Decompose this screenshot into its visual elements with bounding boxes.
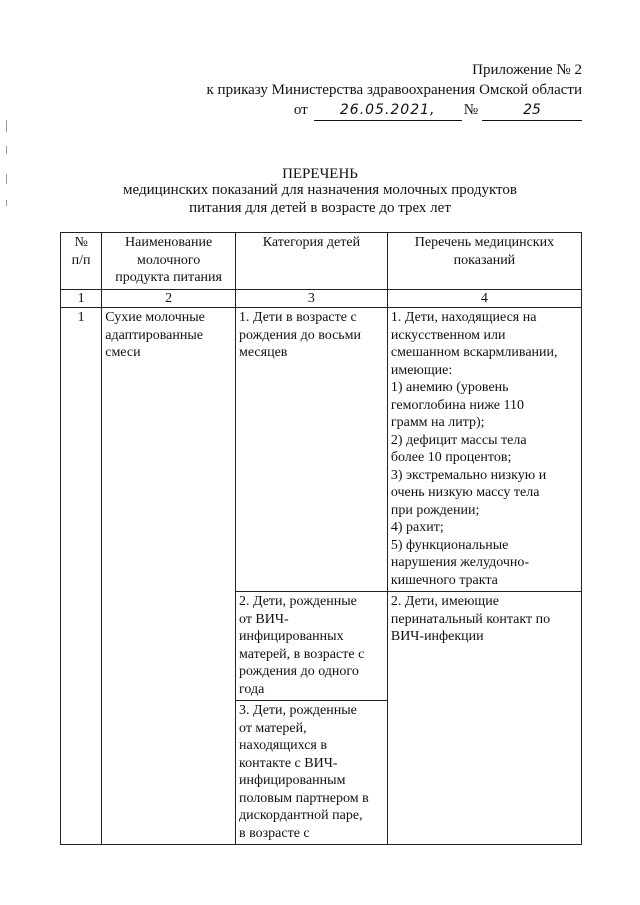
product-cell: Сухие молочные адаптированные смеси [102, 308, 236, 845]
category-cell-2: 2. Дети, рожденные от ВИЧ- инфицированных матерей, в возрасте с рождения до одного года [236, 592, 388, 701]
indication-cell-2: 2. Дети, имеющие перинатальный контакт по ВИЧ-инфекции [387, 592, 581, 845]
header-category: Категория детей [236, 233, 388, 290]
document-subheading-line1: медицинских показаний для назначения молочных продуктов [123, 182, 517, 198]
document-heading: ПЕРЕЧЕНЬ [282, 166, 358, 182]
appendix-order-reference: к приказу Министерства здравоохранения Омской области [206, 82, 582, 98]
appendix-date-line [207, 100, 583, 121]
row-number-cell: 1 [61, 308, 102, 845]
document-subheading-line2: питания для детей в возрасте до трех лет [189, 200, 451, 216]
column-number: 1 [61, 289, 102, 308]
order-number: 25 [482, 100, 582, 121]
table-row [61, 308, 582, 592]
header-number: № п/п [61, 233, 102, 290]
category-cell-1: 1. Дети в возрасте с рождения до восьми месяцев [236, 308, 388, 592]
column-number: 4 [387, 289, 581, 308]
table-header-row [61, 233, 582, 290]
column-number: 2 [102, 289, 236, 308]
column-number: 3 [236, 289, 388, 308]
header-indications: Перечень медицинских показаний [387, 233, 581, 290]
appendix-header [207, 60, 583, 121]
category-cell-3: 3. Дети, рожденные от матерей, находящихся в контакте с ВИЧ- инфицированным половым партнером в дискордантной паре, в возрасте с [236, 701, 388, 845]
header-product: Наименование молочного продукта питания [102, 233, 236, 290]
indication-cell-1: 1. Дети, находящиеся на искусственном или смешанном вскармливании, имеющие: 1) анемию (уровень гемоглобина ниже 110 грамм на литр); 2) дефицит массы тела более 10 процентов; 3) экстремально низкую и очень низкую массу тела при рождении; 4) рахит; 5) функциональные нарушения желудочно- кишечного тракта [387, 308, 581, 592]
appendix-number: Приложение № 2 [472, 62, 582, 78]
number-label: № [463, 102, 478, 118]
column-number-row [61, 289, 582, 308]
order-date: 26.05.2021, [314, 100, 462, 121]
indications-table [60, 232, 582, 845]
from-label: от [293, 102, 308, 118]
